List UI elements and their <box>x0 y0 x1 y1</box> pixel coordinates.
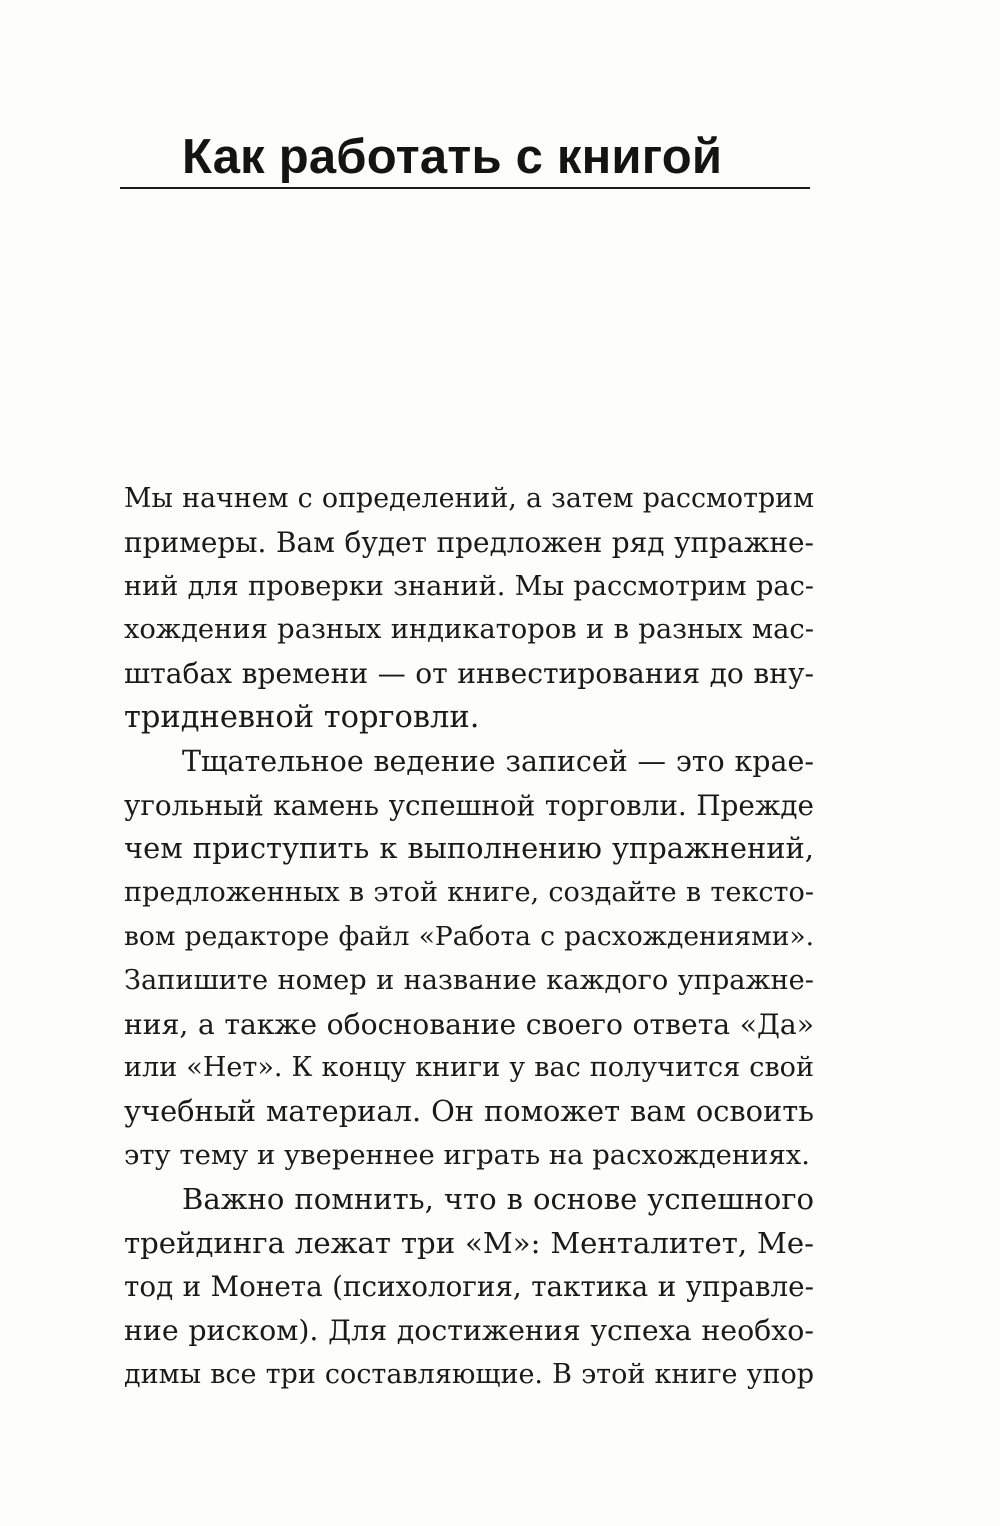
text-line: ние риском). Для достижения успеха необхо- <box>124 1314 814 1348</box>
text-line: Тщательное ведение записей — это крае- <box>182 744 814 778</box>
text-line: примеры. Вам будет предложен ряд упражне- <box>124 525 814 559</box>
text-line: хождения разных индикаторов и в разных мас- <box>124 614 814 646</box>
paragraph-1 <box>124 477 814 740</box>
text-line: или «Нет». К концу книги у вас получится свой <box>124 1052 814 1084</box>
text-line: штабах времени — от инвестирования до вну- <box>124 657 814 691</box>
text-line: эту тему и увереннее играть на расхождениях. <box>124 1139 810 1171</box>
text-line: вом редакторе файл «Работа с расхождениями». <box>124 920 814 952</box>
text-line: димы все три составляющие. В этой книге упор <box>124 1358 814 1390</box>
title-underline <box>120 187 810 189</box>
text-line: Важно помнить, что в основе успешного <box>182 1181 814 1216</box>
text-line: чем приступить к выполнению упражнений, <box>124 831 814 866</box>
text-line: тридневной торговли. <box>124 699 480 735</box>
text-line: Мы начнем с определений, а затем рассмотрим <box>124 483 814 514</box>
text-line: Запишите номер и название каждого упражне- <box>124 964 814 996</box>
chapter-title: Как работать с книгой <box>182 130 723 184</box>
body-text <box>124 477 814 1397</box>
text-line: учебный материал. Он поможет вам освоить <box>124 1094 814 1129</box>
text-line: предложенных в этой книге, создайте в тексто- <box>124 877 814 909</box>
text-line: угольный камень успешной торговли. Прежде <box>124 788 814 822</box>
text-line: ния, а также обоснование своего ответа «Да» <box>124 1007 814 1041</box>
text-line: тод и Монета (психология, тактика и управле- <box>124 1270 814 1304</box>
paragraph-2 <box>124 740 814 1178</box>
text-line: трейдинга лежат три «М»: Менталитет, Ме- <box>124 1225 814 1260</box>
text-line: ний для проверки знаний. Мы рассмотрим рас- <box>124 570 814 602</box>
paragraph-3 <box>124 1178 814 1397</box>
